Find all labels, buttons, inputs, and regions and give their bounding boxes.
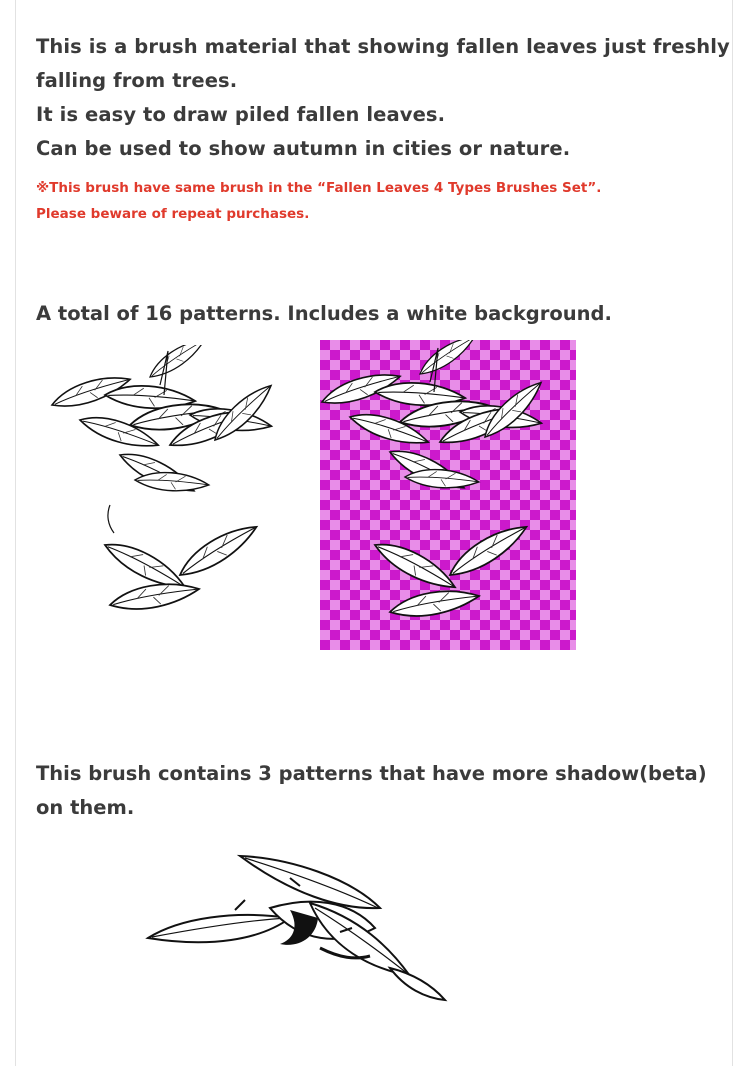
intro-line: It is easy to draw piled fallen leaves. — [36, 103, 446, 126]
note-line: Please beware of repeat purchases. — [36, 206, 310, 222]
intro-line: This is a brush material that showing fallen leaves just freshly — [36, 35, 730, 58]
patterns-heading: A total of 16 patterns. Includes a white background. — [36, 302, 612, 325]
leaf-brush-transparent-image — [320, 340, 576, 650]
note-line: ※This brush have same brush in the “Fallen Leaves 4 Types Brushes Set”. — [36, 180, 602, 196]
intro-line: falling from trees. — [36, 69, 238, 92]
shadow-heading: This brush contains 3 patterns that have more shadow(beta) on them. — [36, 762, 707, 819]
intro-line: Can be used to show autumn in cities or nature. — [36, 137, 571, 160]
repeat-purchase-note — [36, 175, 601, 227]
intro-text — [36, 30, 730, 166]
leaf-brush-white-image — [50, 345, 310, 625]
shadow-leaf-brush-image — [140, 848, 460, 1013]
